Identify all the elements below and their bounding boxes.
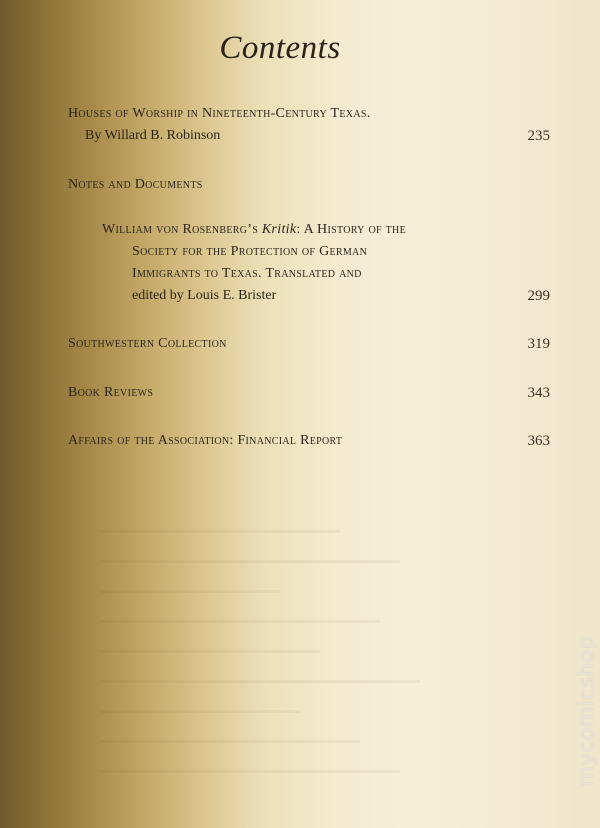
toc-entry-title-line-2: Society for the Protection of German (132, 244, 368, 259)
show-through-texture (90, 520, 470, 810)
toc-entry-rosenberg-kritik (102, 219, 550, 307)
toc-section-affairs-of-the-association (68, 430, 550, 452)
toc-entry-houses-of-worship (68, 103, 550, 147)
toc-section-book-reviews (68, 382, 550, 404)
toc-entry-title-italic: Kritik (261, 222, 297, 237)
toc-entry-author: By Willard B. Robinson (85, 128, 221, 143)
toc-entry-title-line-1 (102, 219, 550, 241)
watermark (574, 600, 598, 822)
toc-page-number: 235 (527, 128, 550, 144)
toc-page-number: 343 (527, 385, 550, 401)
toc-entry-title-line-3: Immigrants to Texas. Translated and (132, 266, 362, 281)
watermark-text: mycomicshop (574, 635, 598, 787)
toc-page-number: 299 (527, 288, 550, 304)
toc-page-number: 319 (527, 336, 550, 352)
toc-entry-title-part: William von Rosenberg’s (102, 222, 262, 237)
toc-section-label: Affairs of the Association: Financial Report (68, 433, 343, 448)
toc-section-label: Notes and Documents (68, 177, 203, 192)
page-title: Contents (219, 30, 341, 66)
toc-section-southwestern-collection (68, 333, 550, 355)
toc-section-label: Book Reviews (68, 385, 154, 400)
toc-section-notes-and-documents (68, 174, 550, 196)
toc-page-number: 363 (527, 433, 550, 449)
toc-entry-title: Houses of Worship in Nineteenth-Century Texas. (68, 106, 371, 121)
toc-entry-author: edited by Louis E. Brister (132, 288, 277, 303)
toc-section-label: Southwestern Collection (68, 336, 227, 351)
toc-entry-title-part: : A History of the (296, 222, 406, 237)
